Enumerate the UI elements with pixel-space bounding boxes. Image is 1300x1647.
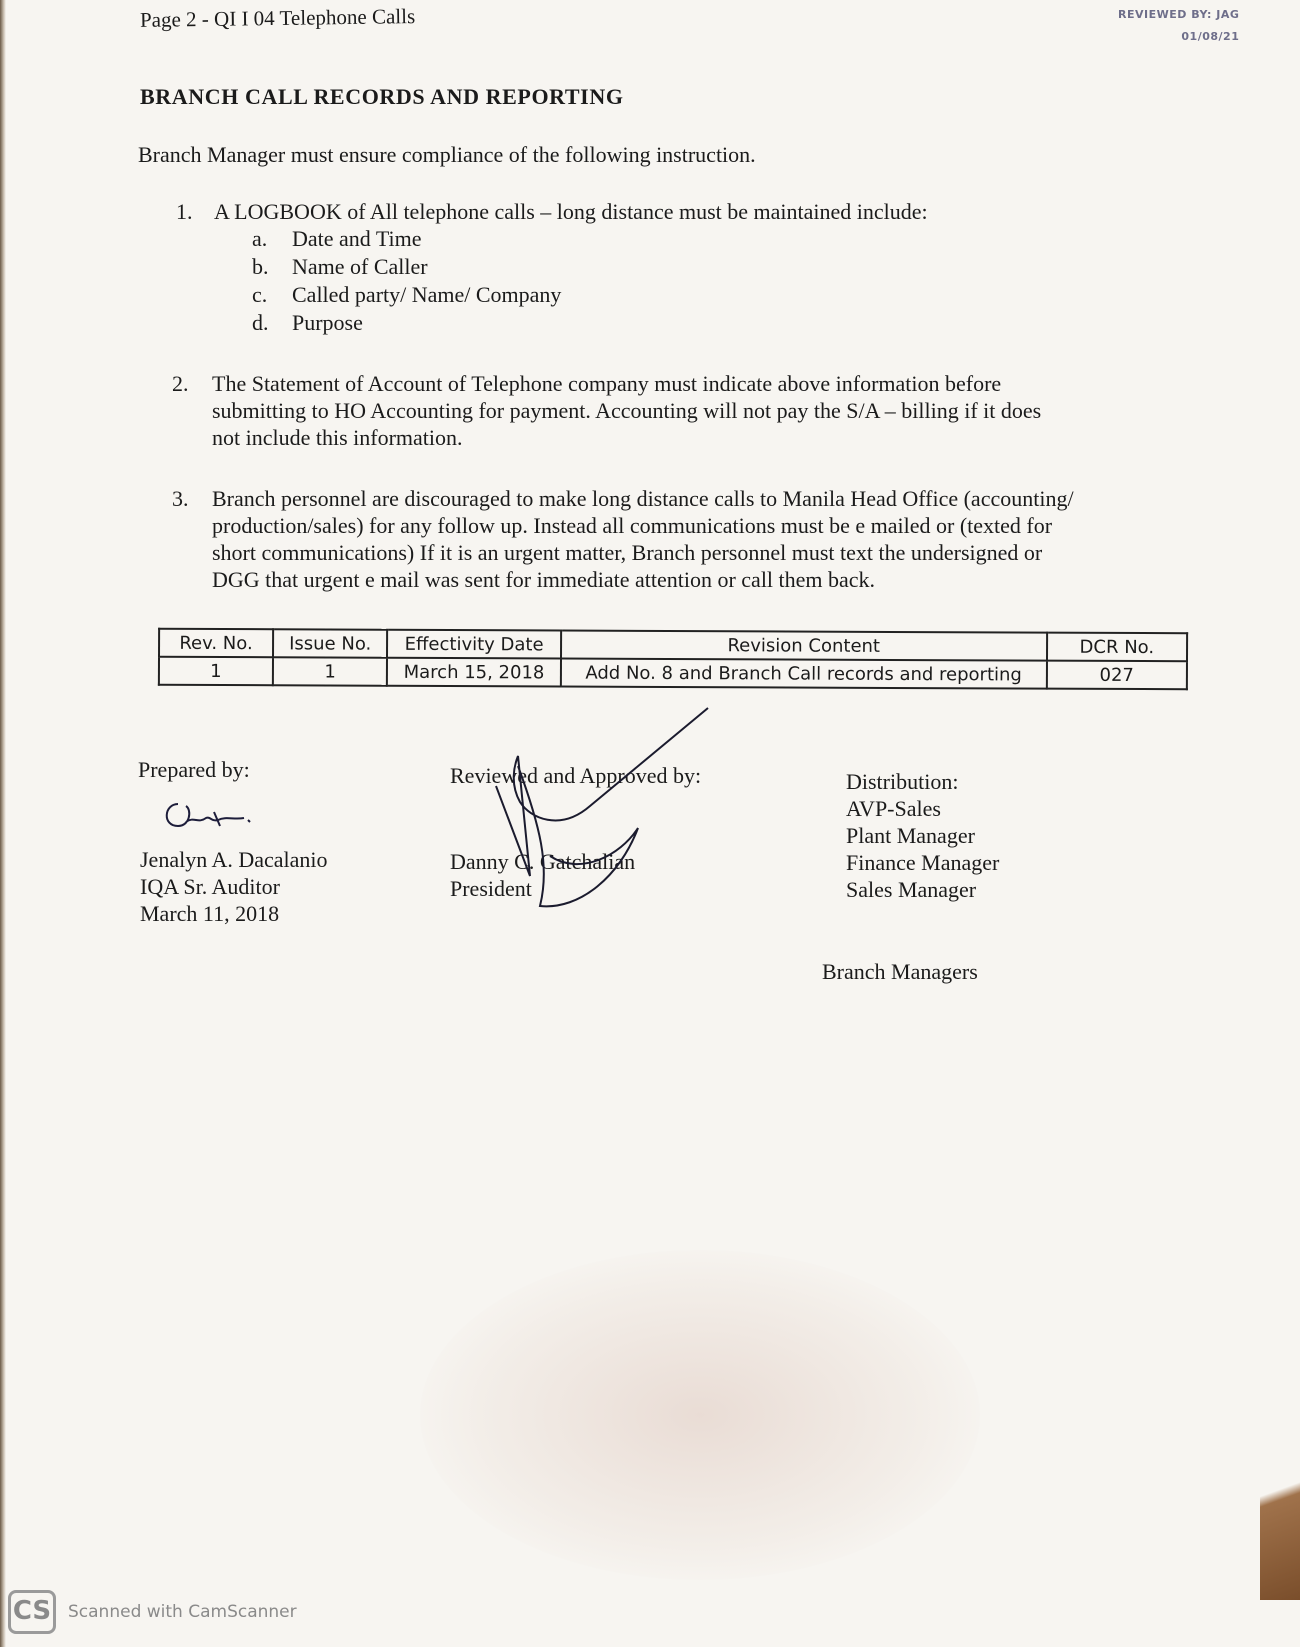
distribution-label: Distribution: bbox=[846, 769, 959, 794]
sub-item-letter: a. bbox=[252, 226, 268, 251]
prepared-by-label: Prepared by: bbox=[138, 757, 250, 782]
sub-item-text: Name of Caller bbox=[292, 254, 428, 279]
distribution-extra: Branch Managers bbox=[822, 959, 978, 984]
review-stamp-date: 01/08/21 bbox=[1181, 30, 1240, 43]
header-issue-no: Issue No. bbox=[273, 629, 388, 657]
header-rev-no: Rev. No. bbox=[159, 629, 273, 657]
prepared-signature bbox=[156, 796, 266, 844]
sub-item bbox=[252, 310, 363, 336]
approved-by-label: Reviewed and Approved by: bbox=[450, 763, 702, 788]
header-dcr-no: DCR No. bbox=[1047, 633, 1188, 662]
sub-item-letter: b. bbox=[252, 254, 269, 279]
page-corner bbox=[1260, 1400, 1300, 1600]
sub-item bbox=[252, 254, 428, 280]
prepared-by-date: March 11, 2018 bbox=[140, 901, 280, 926]
revision-table bbox=[158, 628, 1188, 690]
approved-by-position: President bbox=[450, 876, 532, 901]
prepared-by-block bbox=[138, 756, 250, 783]
table-row bbox=[159, 657, 1187, 689]
item-text-line: DGG that urgent e mail was sent for immediate attention or call them back. bbox=[212, 567, 876, 592]
item-text-line: production/sales) for any follow up. Instead all communications must be e mailed or (texted for bbox=[212, 513, 1053, 538]
sub-item-letter: c. bbox=[252, 282, 268, 307]
page-edge bbox=[0, 0, 6, 1647]
cell-rev-no: 1 bbox=[159, 657, 273, 685]
sub-item-text: Called party/ Name/ Company bbox=[292, 282, 562, 307]
prepared-by-position: IQA Sr. Auditor bbox=[140, 874, 280, 899]
header-revision-content: Revision Content bbox=[561, 631, 1047, 661]
item-text-line: Branch personnel are discouraged to make long distance calls to Manila Head Office (accounting/ bbox=[212, 486, 1074, 511]
review-stamp bbox=[1118, 4, 1239, 48]
cell-dcr-no: 027 bbox=[1046, 661, 1187, 690]
item-number: 1. bbox=[176, 199, 193, 224]
cell-revision-content: Add No. 8 and Branch Call records and reporting bbox=[561, 659, 1047, 689]
sub-item-text: Date and Time bbox=[292, 226, 422, 251]
distribution-item: AVP-Sales bbox=[846, 796, 941, 821]
approver-signature bbox=[470, 706, 720, 912]
scanner-text: Scanned with CamScanner bbox=[68, 1602, 297, 1622]
item-text: A LOGBOOK of All telephone calls – long distance must be maintained include: bbox=[214, 199, 928, 224]
sub-item-text: Purpose bbox=[292, 310, 363, 335]
prepared-by-name: Jenalyn A. Dacalanio bbox=[140, 847, 328, 872]
cell-effectivity-date: March 15, 2018 bbox=[387, 658, 561, 687]
item-text-line: The Statement of Account of Telephone company must indicate above information before bbox=[212, 371, 1002, 396]
item-text-line: submitting to HO Accounting for payment. Accounting will not pay the S/A – billing if it does bbox=[212, 398, 1042, 423]
distribution-block bbox=[846, 768, 999, 903]
page-header: Page 2 - QI I 04 Telephone Calls bbox=[139, 4, 416, 32]
item-text-line: not include this information. bbox=[212, 425, 463, 450]
item-number: 3. bbox=[172, 486, 189, 511]
revision-table-header bbox=[159, 629, 1187, 661]
paper-stain bbox=[420, 1250, 980, 1580]
sub-item bbox=[252, 226, 422, 252]
review-stamp-label: REVIEWED BY: JAG bbox=[1118, 8, 1240, 21]
intro-text: Branch Manager must ensure compliance of the following instruction. bbox=[138, 142, 756, 167]
document-title: BRANCH CALL RECORDS AND REPORTING bbox=[140, 84, 624, 109]
distribution-item: Sales Manager bbox=[846, 877, 977, 902]
cell-issue-no: 1 bbox=[273, 657, 388, 685]
distribution-item: Finance Manager bbox=[846, 850, 1000, 875]
sub-item bbox=[252, 282, 561, 308]
item-text-line: short communications) If it is an urgent matter, Branch personnel must text the undersigned or bbox=[212, 540, 1043, 565]
approved-by-name: Danny C. Gatchalian bbox=[450, 849, 636, 874]
distribution-item: Plant Manager bbox=[846, 823, 975, 848]
camscanner-logo-icon: CS bbox=[8, 1590, 56, 1634]
item-number: 2. bbox=[172, 371, 189, 396]
header-effectivity-date: Effectivity Date bbox=[387, 630, 561, 659]
sub-item-letter: d. bbox=[252, 310, 269, 335]
